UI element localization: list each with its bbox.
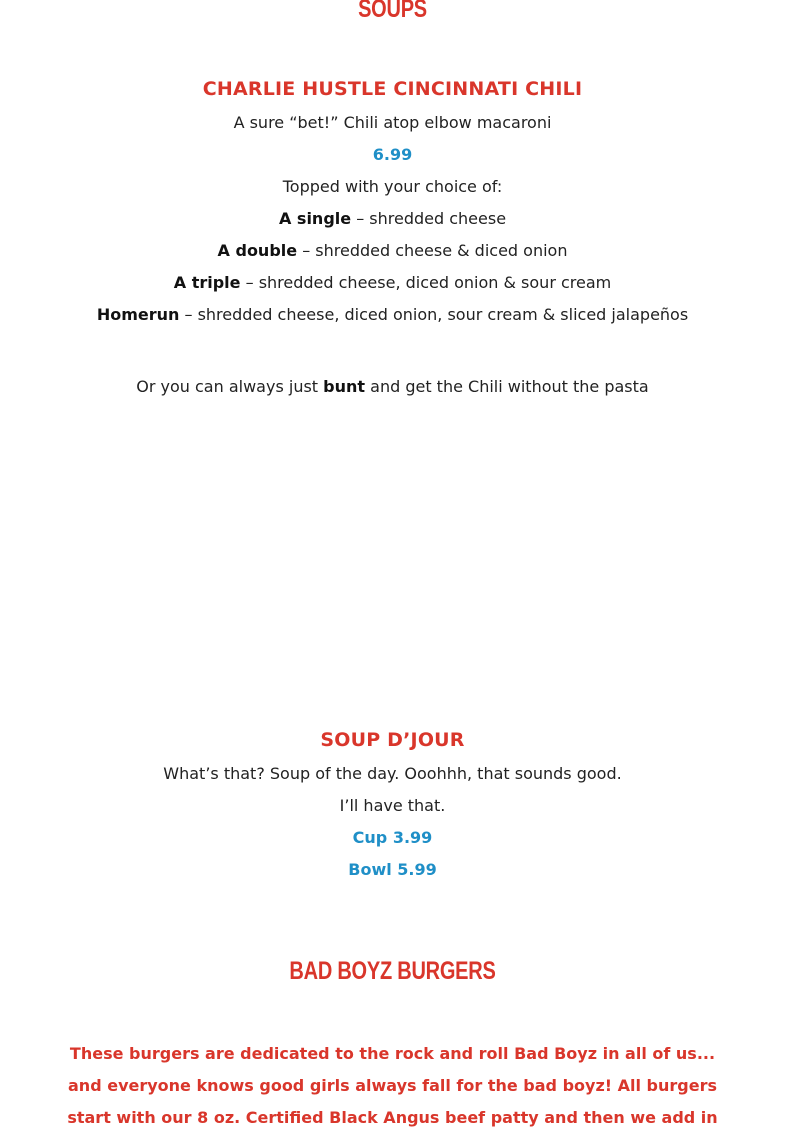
soup-du-jour-title: SOUP D’JOUR — [320, 729, 465, 751]
bunt-word: bunt — [323, 377, 366, 396]
burgers-intro-line-2: and everyone knows good girls always fall for the bad boyz! All burgers — [68, 1076, 717, 1095]
option-detail: – shredded cheese & diced onion — [297, 241, 568, 260]
soup-bowl-price: Bowl 5.99 — [348, 860, 437, 879]
bunt-before: Or you can always just — [136, 377, 324, 396]
burgers-intro-line-1: These burgers are dedicated to the rock and roll Bad Boyz in all of us... — [69, 1044, 716, 1063]
chili-option-homerun — [0, 299, 785, 331]
option-name: A single — [278, 209, 352, 228]
chili-title: CHARLIE HUSTLE CINCINNATI CHILI — [202, 78, 583, 100]
chili-bunt-note — [0, 371, 785, 403]
soup-cup-price: Cup 3.99 — [352, 828, 433, 847]
option-name: A double — [217, 241, 298, 260]
option-name: A triple — [173, 273, 241, 292]
burgers-heading: BAD BOYZ BURGERS — [289, 957, 496, 985]
soup-du-jour-description-1: What’s that? Soup of the day. Ooohhh, that sounds good. — [163, 764, 622, 783]
option-detail: – shredded cheese, diced onion & sour cream — [240, 273, 612, 292]
option-detail: – shredded cheese — [351, 209, 507, 228]
soups-heading: SOUPS — [358, 0, 427, 23]
burgers-intro-line-3: start with our 8 oz. Certified Black Angus beef patty and then we add in — [67, 1108, 718, 1127]
soup-du-jour-description-2: I’ll have that. — [339, 796, 446, 815]
bunt-after: and get the Chili without the pasta — [365, 377, 649, 396]
chili-option-triple — [0, 267, 785, 299]
chili-description: A sure “bet!” Chili atop elbow macaroni — [233, 113, 552, 132]
option-name: Homerun — [96, 305, 180, 324]
option-detail: – shredded cheese, diced onion, sour cream & sliced jalapeños — [179, 305, 689, 324]
chili-choice-intro: Topped with your choice of: — [282, 177, 503, 196]
chili-price: 6.99 — [372, 145, 413, 164]
chili-option-double — [0, 235, 785, 267]
chili-option-single — [0, 203, 785, 235]
